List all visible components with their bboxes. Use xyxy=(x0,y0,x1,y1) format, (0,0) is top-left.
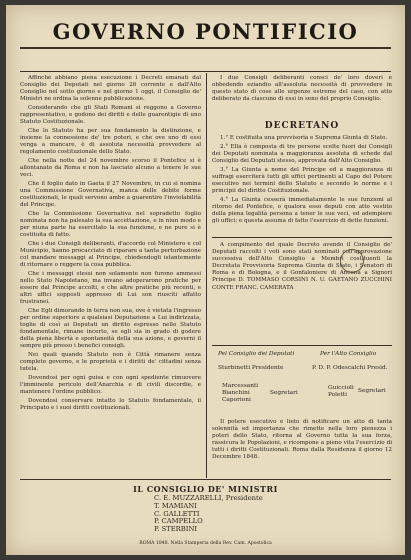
title-rule xyxy=(20,47,391,49)
decree-article: 4.° La Giunta cesserà immediatamente le sue funzioni al ritorno del Pontefice, o qualora esso deputi con atto vestito della piena legalità persona a tener le sue veci, ed adempiere gli uffici; e questa assuma di fatto l'esercizio di dette funzioni. xyxy=(212,196,392,224)
signature-rule xyxy=(212,345,392,346)
deputies-secretary: Caporioni xyxy=(222,397,251,403)
deputies-caption: Pel Consiglio dei Deputati xyxy=(218,351,295,357)
left-paragraph: Che la Commissione Governativa nel sopradetto foglio nominata non ha palesato la sua accettazione, e in niun modo e per niuna parte ha esercitato la sua funzione, e ne pure si è costituita di fatto. xyxy=(20,210,201,238)
minister-name: P. STERBINI xyxy=(154,525,198,534)
high-council-caption: Per l'Alto Consiglio xyxy=(320,351,377,357)
appointment-paragraph: A compimento del quale Decreto avendo il Consiglio de' Deputati raccolti i voti sono stati nominati coll'approvazione successiva dell'Alto Consiglio a Membri costituenti la Decretata Provvisoria Suprema Giunta di Stato, i Senatori di Roma e di Bologna, e il Gonfaloniere di Ancona a Signori Principe D. TOMMASO CORSINI N. U. GAETANO ZUCCHINI CONTE FRANC. CAMERATA xyxy=(212,242,392,291)
right-intro-paragraph: I due Consigli deliberanti consci de' loro doveri e obbedendo eziandio all'assoluta necessità di provvedere in questo stato di cose alle urgenze estreme del caso, con atto deliberato da ciascuno di essi in seno del proprio Consiglio. xyxy=(212,75,392,103)
proclamation-sheet xyxy=(6,5,405,555)
decree-heading: DECRETANO xyxy=(264,121,340,131)
left-paragraph: Dovendosi conservare intatto lo Statuto fondamentale, il Principato e i suoi diritti costituzionali. xyxy=(20,397,201,411)
left-paragraph: Che nella notte del 24 novembre scorso il Pontefice si è allontanato da Roma e non ha lasciato alcuno a tenere le sue veci. xyxy=(20,157,201,178)
minister-list xyxy=(154,495,263,534)
high-council-president: P. D. P. Odescalchi Presid. xyxy=(312,365,388,371)
right-intro-text xyxy=(212,75,392,121)
minister-name: T. MAMIANI xyxy=(154,501,197,510)
left-paragraph: Che lo Statuto ha per sua fondamento la distinzione, e insieme la connessione de' tre poteri, e che ove uno di essi venga a mancare, è di assoluta necessità provvedere al regolamento costituzionale dello Stato. xyxy=(20,127,201,156)
closing-text xyxy=(212,419,392,477)
left-paragraph: Che il foglio dato in Gaeta il 27 Novembre, in cui si nomina una Commissione Governativa, manca delle debite forme costituzionali, le quali servono ambe a guarentire l'inviolabilità del Principe. xyxy=(20,180,201,208)
signature-block xyxy=(212,351,392,415)
deputies-secretary: Marcessanti xyxy=(222,383,259,389)
deputies-secretaries-label: Segretari xyxy=(270,390,298,396)
deputies-president: Sturbinetti Presidente xyxy=(218,365,284,371)
minister-name: C. GALLETTI xyxy=(154,509,200,518)
deputies-secretary: Bianchini xyxy=(222,390,250,396)
left-paragraph: Affinchè abbiano piena esecuzione i Decreti emanati dal Consiglio dei Deputati nel giorno 26 corrente e dall'Alto Consiglio nel sotto giorno e nel giorno 1 oggi, il Consiglio de' Ministri ne ordina la solenne pubblicazione. xyxy=(20,75,201,103)
high-council-secretary: Guiccioli xyxy=(328,385,354,391)
left-paragraph: Che i messaggi stessi non solamente non furono ammessi nello Stato Napoletano, ma invano adoperarono pratiche per essere dal Principe accolti, e che altre pratiche più recenti, e altri uffici sopposti appresso di Lui son riusciti affatto frustranei. xyxy=(20,270,201,305)
council-heading: IL CONSIGLIO DE' MINISTRI xyxy=(133,484,278,494)
section-rule xyxy=(212,237,392,238)
left-paragraph: Che Egli dimorando in terra non sua, ove è vietata l'ingresso per ordine superiore a qualsiasi Deputazione a Lui indirizzata, toglie di così ai Deputati un diritto espresso nello Statuto fondamentale, rimane incerto, se egli sia in grado di godere della piena libertà e spontaneità della sua azione, e governi il sempre più presso i benefici consigli. xyxy=(20,307,201,350)
decree-article: 1.° È costituita una provvisoria e Suprema Giunta di Stato. xyxy=(220,135,388,141)
high-council-secretary: Poletti xyxy=(328,392,347,398)
footer-rule xyxy=(20,479,391,480)
minister-name: P. CAMPELLO xyxy=(154,517,203,526)
decree-article: 3.° La Giunta a nome del Principe ed a maggioranza di suffragi eserciterà tutti gli uffici pertinenti al Capo del Potere esecutivo nei termini dello Statuto e secondo le norme e i principii del diritto Costituzionale. xyxy=(212,166,392,194)
left-paragraph: Dovendosi per ogni guisa e con ogni spediente rimuovere l'imminente pericolo dell'Anarchia e di civili discordie, e mantenere l'ordine pubblico. xyxy=(20,374,201,395)
minister-name: C. E. MUZZARELLI, Presidente xyxy=(154,494,263,502)
closing-paragraph: Il potere esecutivo è lieto di notificare un atto di tanta solennità ed importanza che rimette nella loro pienezza i poteri dello Stato, ritorna al Governo tutta la sua forza, rassicura le Popolazioni, e ricompone a pieno vita l'esercizio di tutti i diritti Costituzionali. Roma dalla Residenza il giorno 12 Decembre 1848. xyxy=(212,419,392,461)
header-rule xyxy=(20,71,391,72)
column-divider xyxy=(206,73,207,478)
high-council-secretaries-label: Segretari xyxy=(358,388,386,394)
appointment-text xyxy=(212,242,392,340)
decree-article: 2.° Ella è composta di tre persone scelte fuori dei Consigli dei Deputati nominata a maggioranza assoluta di schede dal Consiglio dei Deputati stesso, approvata dall'Alto Consiglio. xyxy=(212,143,392,164)
left-paragraph: Nei quali quando Statuto non è Città rimanere senza completo governo, e le proprietà e i diritti de' cittadini senza tutela. xyxy=(20,351,201,372)
printer-imprint: ROMA 1848. Nella Stamperia della Rev. Cam. Apostolica xyxy=(139,541,272,546)
left-column-text xyxy=(20,75,201,478)
seal-icon xyxy=(340,249,364,273)
left-paragraph: Considerando che gli Stati Romani si reggono a Governo rappresentativo, e godono dei diritti e delle guarentigie di uno Statuto Costituzionale. xyxy=(20,104,201,126)
document-title: GOVERNO PONTIFICIO xyxy=(52,19,359,44)
left-paragraph: Che i due Consigli deliberanti, d'accordo col Ministero e col Municipio, hanno procacciato di riparare a tanta perturbazione col mandare messaggi al Principe, chiedendogli istantemente di ritornare o reggere la cosa pubblica. xyxy=(20,240,201,268)
decree-articles xyxy=(212,135,392,230)
